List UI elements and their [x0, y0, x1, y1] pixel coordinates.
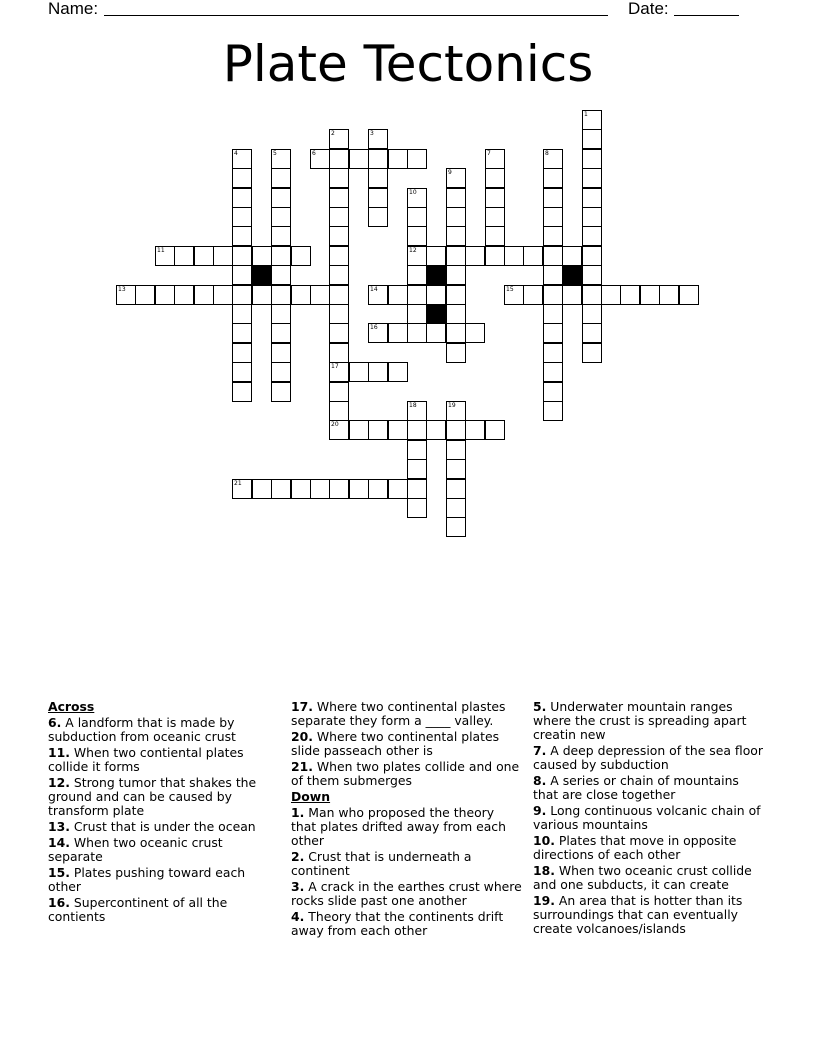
grid-cell[interactable] — [329, 168, 349, 188]
grid-cell[interactable] — [659, 285, 679, 305]
clue-column-2 — [291, 700, 523, 940]
grid-cell[interactable] — [174, 285, 194, 305]
clue-text: A landform that is made by subduction from oceanic crust — [48, 715, 236, 744]
grid-cell[interactable] — [543, 149, 563, 169]
grid-cell[interactable] — [446, 517, 466, 537]
clue-text: When two oceanic crust separate — [48, 835, 223, 864]
grid-cell[interactable] — [582, 207, 602, 227]
clue-item — [291, 850, 523, 878]
clue-text: Long continuous volcanic chain of various mountains — [533, 803, 761, 832]
clue-item — [533, 774, 765, 802]
clue-text: An area that is hotter than its surroundings that can eventually create volcanoes/islands — [533, 893, 743, 936]
clue-item — [533, 864, 765, 892]
grid-cell[interactable] — [368, 362, 388, 382]
grid-cell[interactable] — [620, 285, 640, 305]
grid-cell[interactable] — [543, 207, 563, 227]
clue-number-label: 14. — [48, 835, 70, 850]
grid-cell[interactable] — [407, 479, 427, 499]
grid-cell[interactable] — [232, 323, 252, 343]
clue-text: Plates that move in opposite directions of each other — [533, 833, 737, 862]
grid-cell[interactable] — [523, 285, 543, 305]
grid-cell[interactable] — [174, 246, 194, 266]
grid-cell[interactable] — [232, 304, 252, 324]
grid-cell[interactable] — [232, 343, 252, 363]
clue-number-label: 17. — [291, 699, 313, 714]
grid-cell[interactable] — [232, 382, 252, 402]
grid-cell[interactable] — [504, 246, 524, 266]
clue-item — [48, 776, 280, 818]
grid-cell[interactable] — [271, 343, 291, 363]
grid-cell[interactable] — [523, 246, 543, 266]
clue-text: Crust that is underneath a continent — [291, 849, 472, 878]
grid-cell[interactable] — [446, 459, 466, 479]
grid-cell[interactable] — [582, 110, 602, 130]
grid-cell[interactable] — [252, 479, 272, 499]
grid-cell[interactable] — [194, 246, 214, 266]
grid-cell[interactable] — [582, 168, 602, 188]
grid-cell[interactable] — [271, 207, 291, 227]
clue-number: 1 — [584, 111, 588, 118]
grid-cell[interactable] — [446, 479, 466, 499]
grid-cell[interactable] — [679, 285, 699, 305]
grid-cell[interactable] — [426, 285, 446, 305]
clue-number: 4 — [234, 150, 238, 157]
clue-number: 12 — [409, 247, 417, 254]
grid-cell[interactable] — [543, 226, 563, 246]
grid-cell[interactable] — [329, 479, 349, 499]
grid-cell[interactable] — [582, 188, 602, 208]
clue-number-label: 6. — [48, 715, 62, 730]
grid-cell[interactable] — [543, 188, 563, 208]
clue-number-label: 12. — [48, 775, 70, 790]
clue-number-label: 1. — [291, 805, 305, 820]
grid-cell[interactable] — [388, 479, 408, 499]
grid-cell[interactable] — [368, 168, 388, 188]
grid-cell[interactable] — [582, 129, 602, 149]
grid-cell[interactable] — [349, 362, 369, 382]
clue-text: Plates pushing toward each other — [48, 865, 246, 894]
clue-number-label: 2. — [291, 849, 305, 864]
grid-cell[interactable] — [582, 304, 602, 324]
grid-cell[interactable] — [485, 149, 505, 169]
clue-number: 2 — [331, 130, 335, 137]
grid-cell[interactable] — [446, 420, 466, 440]
grid-cell[interactable] — [271, 382, 291, 402]
clue-text: A series or chain of mountains that are close together — [533, 773, 739, 802]
grid-cell[interactable] — [232, 285, 252, 305]
clue-number: 21 — [234, 480, 242, 487]
grid-cell[interactable] — [388, 285, 408, 305]
grid-cell[interactable] — [426, 323, 446, 343]
grid-cell[interactable] — [407, 226, 427, 246]
grid-cell[interactable] — [407, 498, 427, 518]
clue-item — [48, 746, 280, 774]
grid-cell[interactable] — [407, 401, 427, 421]
clue-item — [533, 894, 765, 936]
grid-cell[interactable] — [368, 285, 388, 305]
grid-cell[interactable] — [543, 285, 563, 305]
clue-text: When two oceanic crust collide and one subducts, it can create — [533, 863, 752, 892]
grid-cell[interactable] — [388, 420, 408, 440]
clue-item — [291, 700, 523, 728]
grid-cell[interactable] — [582, 265, 602, 285]
clue-number-label: 18. — [533, 863, 555, 878]
clue-item — [291, 730, 523, 758]
grid-cell[interactable] — [116, 285, 136, 305]
grid-cell[interactable] — [446, 498, 466, 518]
clue-item — [291, 880, 523, 908]
clue-text: A deep depression of the sea floor caused by subduction — [533, 743, 763, 772]
grid-cell[interactable] — [446, 207, 466, 227]
clue-text: Underwater mountain ranges where the crust is spreading apart creatin new — [533, 699, 747, 742]
clue-number: 17 — [331, 363, 339, 370]
grid-cell[interactable] — [582, 285, 602, 305]
grid-cell[interactable] — [543, 246, 563, 266]
grid-cell[interactable] — [232, 149, 252, 169]
grid-cell[interactable] — [232, 188, 252, 208]
grid-cell[interactable] — [543, 304, 563, 324]
grid-cell[interactable] — [446, 246, 466, 266]
grid-cell[interactable] — [640, 285, 660, 305]
grid-cell[interactable] — [368, 323, 388, 343]
clue-number-label: 4. — [291, 909, 305, 924]
grid-cell[interactable] — [446, 401, 466, 421]
grid-cell[interactable] — [271, 304, 291, 324]
grid-cell[interactable] — [388, 323, 408, 343]
clue-text: Where two continental plates slide passeach other is — [291, 729, 500, 758]
grid-cell[interactable] — [407, 207, 427, 227]
clue-number-label: 10. — [533, 833, 555, 848]
grid-cell[interactable] — [329, 149, 349, 169]
clue-item — [533, 700, 765, 742]
grid-cell[interactable] — [407, 440, 427, 460]
grid-cell[interactable] — [349, 149, 369, 169]
grid-cell[interactable] — [271, 362, 291, 382]
clue-number: 7 — [487, 150, 491, 157]
grid-cell[interactable] — [329, 265, 349, 285]
grid-cell[interactable] — [349, 479, 369, 499]
clue-number: 13 — [118, 286, 126, 293]
grid-cell[interactable] — [291, 285, 311, 305]
blocked-cell — [426, 265, 446, 285]
clue-text: When two contiental plates collide it forms — [48, 745, 244, 774]
grid-cell[interactable] — [582, 323, 602, 343]
grid-cell[interactable] — [368, 149, 388, 169]
grid-cell[interactable] — [465, 420, 485, 440]
grid-cell[interactable] — [446, 168, 466, 188]
clue-item — [48, 820, 280, 834]
grid-cell[interactable] — [271, 226, 291, 246]
clue-column-3 — [533, 700, 765, 938]
grid-cell[interactable] — [446, 304, 466, 324]
grid-cell[interactable] — [252, 285, 272, 305]
grid-cell[interactable] — [582, 343, 602, 363]
grid-cell[interactable] — [543, 323, 563, 343]
clue-number-label: 15. — [48, 865, 70, 880]
grid-cell[interactable] — [407, 304, 427, 324]
clue-item — [533, 804, 765, 832]
clue-number-label: 5. — [533, 699, 547, 714]
grid-cell[interactable] — [232, 207, 252, 227]
grid-cell[interactable] — [388, 149, 408, 169]
clue-text: Man who proposed the theory that plates drifted away from each other — [291, 805, 506, 848]
grid-cell[interactable] — [271, 285, 291, 305]
clue-item — [48, 896, 280, 924]
clue-item — [291, 910, 523, 938]
grid-cell[interactable] — [271, 188, 291, 208]
grid-cell[interactable] — [543, 401, 563, 421]
grid-cell[interactable] — [446, 265, 466, 285]
clue-item — [48, 836, 280, 864]
clue-number-label: 9. — [533, 803, 547, 818]
grid-cell[interactable] — [329, 382, 349, 402]
clue-number-label: 3. — [291, 879, 305, 894]
grid-cell[interactable] — [446, 323, 466, 343]
page-title: Plate Tectonics — [222, 35, 594, 93]
grid-cell[interactable] — [446, 188, 466, 208]
grid-cell[interactable] — [232, 479, 252, 499]
clue-text: Where two continental plastes separate they form a ____ valley. — [291, 699, 506, 728]
clue-number: 19 — [448, 402, 456, 409]
grid-cell[interactable] — [407, 246, 427, 266]
grid-cell[interactable] — [388, 362, 408, 382]
grid-cell[interactable] — [485, 420, 505, 440]
grid-cell[interactable] — [407, 459, 427, 479]
grid-cell[interactable] — [271, 323, 291, 343]
grid-cell[interactable] — [407, 149, 427, 169]
grid-cell[interactable] — [543, 382, 563, 402]
grid-cell[interactable] — [407, 323, 427, 343]
grid-cell[interactable] — [582, 246, 602, 266]
blocked-cell — [426, 304, 446, 324]
clue-text: Theory that the continents drift away from each other — [291, 909, 504, 938]
grid-cell[interactable] — [155, 246, 175, 266]
clue-number-label: 11. — [48, 745, 70, 760]
name-label: Name: — [48, 0, 99, 18]
grid-cell[interactable] — [543, 168, 563, 188]
clue-number: 20 — [331, 421, 339, 428]
grid-cell[interactable] — [271, 246, 291, 266]
grid-cell[interactable] — [485, 188, 505, 208]
clue-number-label: 19. — [533, 893, 555, 908]
clue-number: 18 — [409, 402, 417, 409]
clue-number: 15 — [506, 286, 514, 293]
clue-number: 11 — [157, 247, 165, 254]
blocked-cell — [252, 265, 272, 285]
grid-cell[interactable] — [407, 420, 427, 440]
date-label: Date: — [628, 0, 669, 18]
section-heading-across: Across — [48, 699, 95, 714]
grid-cell[interactable] — [232, 226, 252, 246]
grid-cell[interactable] — [368, 420, 388, 440]
grid-cell[interactable] — [329, 304, 349, 324]
clue-text: A crack in the earthes crust where rocks slide past one another — [291, 879, 522, 908]
clue-item — [533, 744, 765, 772]
grid-cell[interactable] — [446, 343, 466, 363]
grid-cell[interactable] — [232, 168, 252, 188]
section-heading-down: Down — [291, 789, 331, 804]
clue-text: Supercontinent of all the contients — [48, 895, 228, 924]
grid-cell[interactable] — [368, 129, 388, 149]
grid-cell[interactable] — [407, 188, 427, 208]
grid-cell[interactable] — [426, 246, 446, 266]
clue-column-1 — [48, 700, 280, 926]
grid-cell[interactable] — [601, 285, 621, 305]
grid-cell[interactable] — [543, 265, 563, 285]
grid-cell[interactable] — [213, 246, 233, 266]
clue-number: 3 — [370, 130, 374, 137]
grid-cell[interactable] — [329, 420, 349, 440]
grid-cell[interactable] — [368, 207, 388, 227]
grid-cell[interactable] — [329, 226, 349, 246]
grid-cell[interactable] — [407, 265, 427, 285]
clue-number: 10 — [409, 189, 417, 196]
grid-cell[interactable] — [543, 343, 563, 363]
grid-cell[interactable] — [446, 285, 466, 305]
grid-cell[interactable] — [329, 362, 349, 382]
clue-item — [533, 834, 765, 862]
clue-number-label: 16. — [48, 895, 70, 910]
grid-cell[interactable] — [194, 285, 214, 305]
clue-item — [48, 716, 280, 744]
grid-cell[interactable] — [407, 285, 427, 305]
grid-cell[interactable] — [155, 285, 175, 305]
grid-cell[interactable] — [485, 246, 505, 266]
clue-item — [291, 760, 523, 788]
grid-cell[interactable] — [543, 362, 563, 382]
clue-number: 5 — [273, 150, 277, 157]
grid-cell[interactable] — [485, 168, 505, 188]
clue-number: 16 — [370, 324, 378, 331]
grid-cell[interactable] — [232, 265, 252, 285]
grid-cell[interactable] — [291, 479, 311, 499]
grid-cell[interactable] — [329, 343, 349, 363]
grid-cell[interactable] — [329, 401, 349, 421]
grid-cell[interactable] — [562, 246, 582, 266]
grid-cell[interactable] — [252, 246, 272, 266]
grid-cell[interactable] — [213, 285, 233, 305]
grid-cell[interactable] — [368, 188, 388, 208]
grid-cell[interactable] — [329, 207, 349, 227]
grid-cell[interactable] — [232, 246, 252, 266]
clue-number: 6 — [312, 150, 316, 157]
grid-cell[interactable] — [271, 479, 291, 499]
grid-cell[interactable] — [291, 246, 311, 266]
grid-cell[interactable] — [465, 246, 485, 266]
clue-number-label: 20. — [291, 729, 313, 744]
clue-text: Crust that is under the ocean — [69, 819, 256, 834]
grid-cell[interactable] — [504, 285, 524, 305]
grid-cell[interactable] — [232, 362, 252, 382]
clue-number-label: 13. — [48, 819, 70, 834]
clue-number-label: 7. — [533, 743, 547, 758]
grid-cell[interactable] — [485, 207, 505, 227]
grid-cell[interactable] — [271, 265, 291, 285]
grid-cell[interactable] — [310, 479, 330, 499]
grid-cell[interactable] — [329, 246, 349, 266]
grid-cell[interactable] — [271, 168, 291, 188]
grid-cell[interactable] — [329, 188, 349, 208]
clue-number-label: 21. — [291, 759, 313, 774]
grid-cell[interactable] — [310, 149, 330, 169]
clue-item — [291, 806, 523, 848]
grid-cell[interactable] — [582, 226, 602, 246]
grid-cell[interactable] — [465, 323, 485, 343]
grid-cell[interactable] — [329, 129, 349, 149]
grid-cell[interactable] — [329, 323, 349, 343]
clue-number-label: 8. — [533, 773, 547, 788]
grid-cell[interactable] — [329, 285, 349, 305]
grid-cell[interactable] — [426, 420, 446, 440]
grid-cell[interactable] — [310, 285, 330, 305]
grid-cell[interactable] — [368, 479, 388, 499]
grid-cell[interactable] — [446, 226, 466, 246]
clue-number: 8 — [545, 150, 549, 157]
clue-number: 9 — [448, 169, 452, 176]
clue-item — [48, 866, 280, 894]
grid-cell[interactable] — [562, 285, 582, 305]
grid-cell[interactable] — [135, 285, 155, 305]
grid-cell[interactable] — [349, 420, 369, 440]
clue-number: 14 — [370, 286, 378, 293]
clue-text: When two plates collide and one of them submerges — [291, 759, 520, 788]
grid-cell[interactable] — [582, 149, 602, 169]
grid-cell[interactable] — [446, 440, 466, 460]
blocked-cell — [562, 265, 582, 285]
grid-cell[interactable] — [271, 149, 291, 169]
grid-cell[interactable] — [485, 226, 505, 246]
clue-text: Strong tumor that shakes the ground and can be caused by transform plate — [48, 775, 257, 818]
